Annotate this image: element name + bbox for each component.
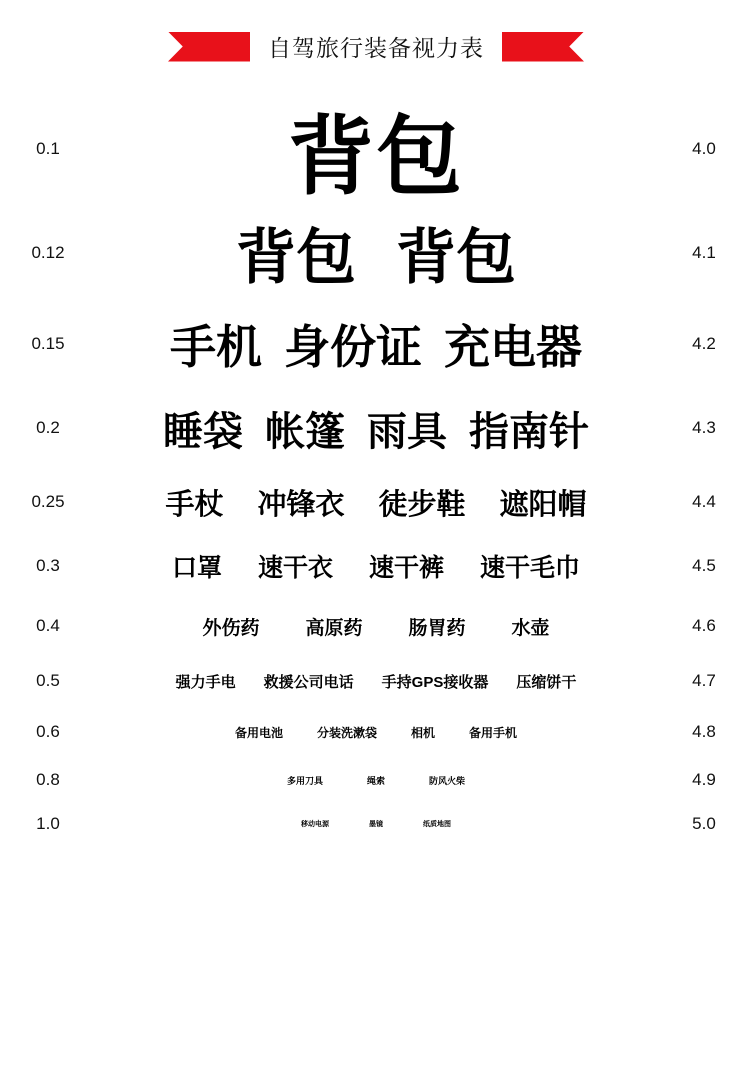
chart-row: [0, 301, 752, 387]
right-acuity-value: 4.9: [692, 770, 716, 789]
vision-chart-rows: [0, 93, 752, 845]
chart-row: [0, 655, 752, 707]
optotype: 速干衣: [257, 554, 333, 582]
chart-row: [0, 757, 752, 803]
chart-row: [0, 803, 752, 845]
poster-header: [0, 0, 752, 69]
optotype-group: [96, 387, 656, 469]
right-ribbon: [502, 32, 584, 62]
optotype-group: [96, 535, 656, 597]
right-acuity-value: 4.6: [692, 616, 716, 635]
right-acuity-value: 4.3: [692, 418, 716, 437]
optotype: 速干裤: [369, 554, 445, 582]
optotype: 绳索: [366, 775, 385, 786]
chart-row: [0, 597, 752, 655]
optotype: 相机: [411, 725, 436, 740]
chart-row: [0, 707, 752, 757]
chart-row: [0, 469, 752, 535]
chart-row: [0, 93, 752, 205]
optotype-group: [96, 597, 656, 655]
right-acuity-value: 4.2: [692, 334, 716, 353]
right-acuity-value: 4.4: [692, 492, 716, 511]
optotype: 背包: [236, 224, 356, 291]
left-acuity-value: 0.12: [31, 243, 65, 262]
optotype-group: [96, 803, 656, 845]
left-ribbon: [168, 32, 250, 62]
optotype: 手机: [170, 321, 262, 373]
right-acuity-value: 4.7: [692, 671, 716, 690]
optotype-group: [96, 707, 656, 757]
left-acuity-value: 0.1: [36, 139, 60, 158]
optotype: 帐篷: [265, 409, 345, 454]
optotype: 水壶: [511, 617, 550, 639]
optotype: 遮阳帽: [499, 488, 587, 521]
optotype-group: [96, 93, 656, 205]
optotype: 救援公司电话: [263, 673, 354, 691]
right-acuity-value: 5.0: [692, 814, 716, 833]
optotype: 雨具: [367, 409, 447, 454]
optotype: 手杖: [165, 488, 224, 521]
optotype: 徒步鞋: [378, 488, 466, 521]
optotype: 肠胃药: [408, 617, 466, 639]
optotype: 备用电池: [234, 725, 283, 740]
left-acuity-value: 0.8: [36, 770, 60, 789]
optotype: 手持GPS接收器: [381, 673, 489, 691]
chart-row: [0, 535, 752, 597]
optotype-group: [96, 757, 656, 803]
optotype: 速干毛巾: [480, 554, 581, 582]
page-title: 自驾旅行装备视力表: [268, 35, 484, 61]
left-acuity-value: 0.6: [36, 722, 60, 741]
optotype: 指南针: [469, 409, 589, 454]
optotype: 背包: [396, 224, 516, 291]
optotype: 背包: [288, 109, 464, 205]
left-acuity-value: 0.3: [36, 556, 60, 575]
left-acuity-value: 0.4: [36, 616, 60, 635]
left-acuity-value: 0.25: [31, 492, 65, 511]
left-acuity-value: 0.2: [36, 418, 60, 437]
right-acuity-value: 4.1: [692, 243, 716, 262]
right-acuity-value: 4.0: [692, 139, 716, 158]
chart-row: [0, 205, 752, 301]
optotype: 防风火柴: [429, 775, 466, 786]
left-acuity-value: 0.5: [36, 671, 60, 690]
optotype-group: [96, 301, 656, 387]
optotype: 压缩饼干: [516, 673, 577, 691]
optotype: 身份证: [284, 321, 422, 373]
optotype: 冲锋衣: [257, 488, 345, 521]
optotype: 备用手机: [469, 725, 518, 740]
optotype: 纸质地图: [423, 821, 451, 828]
left-acuity-value: 0.15: [31, 334, 65, 353]
optotype: 强力手电: [175, 673, 236, 691]
optotype: 外伤药: [202, 617, 260, 639]
optotype: 移动电源: [301, 821, 329, 828]
right-acuity-value: 4.8: [692, 722, 716, 741]
optotype: 高原药: [305, 617, 363, 639]
chart-row: [0, 387, 752, 469]
optotype-group: [96, 469, 656, 535]
right-acuity-value: 4.5: [692, 556, 716, 575]
optotype: 分装洗漱袋: [316, 725, 377, 740]
optotype: 口罩: [171, 554, 222, 582]
optotype-group: [96, 205, 656, 301]
optotype: 睡袋: [163, 409, 243, 454]
optotype: 墨镜: [369, 821, 383, 828]
optotype: 多用刀具: [286, 775, 323, 786]
left-acuity-value: 1.0: [36, 814, 60, 833]
optotype: 充电器: [444, 321, 582, 373]
optotype-group: [96, 655, 656, 707]
